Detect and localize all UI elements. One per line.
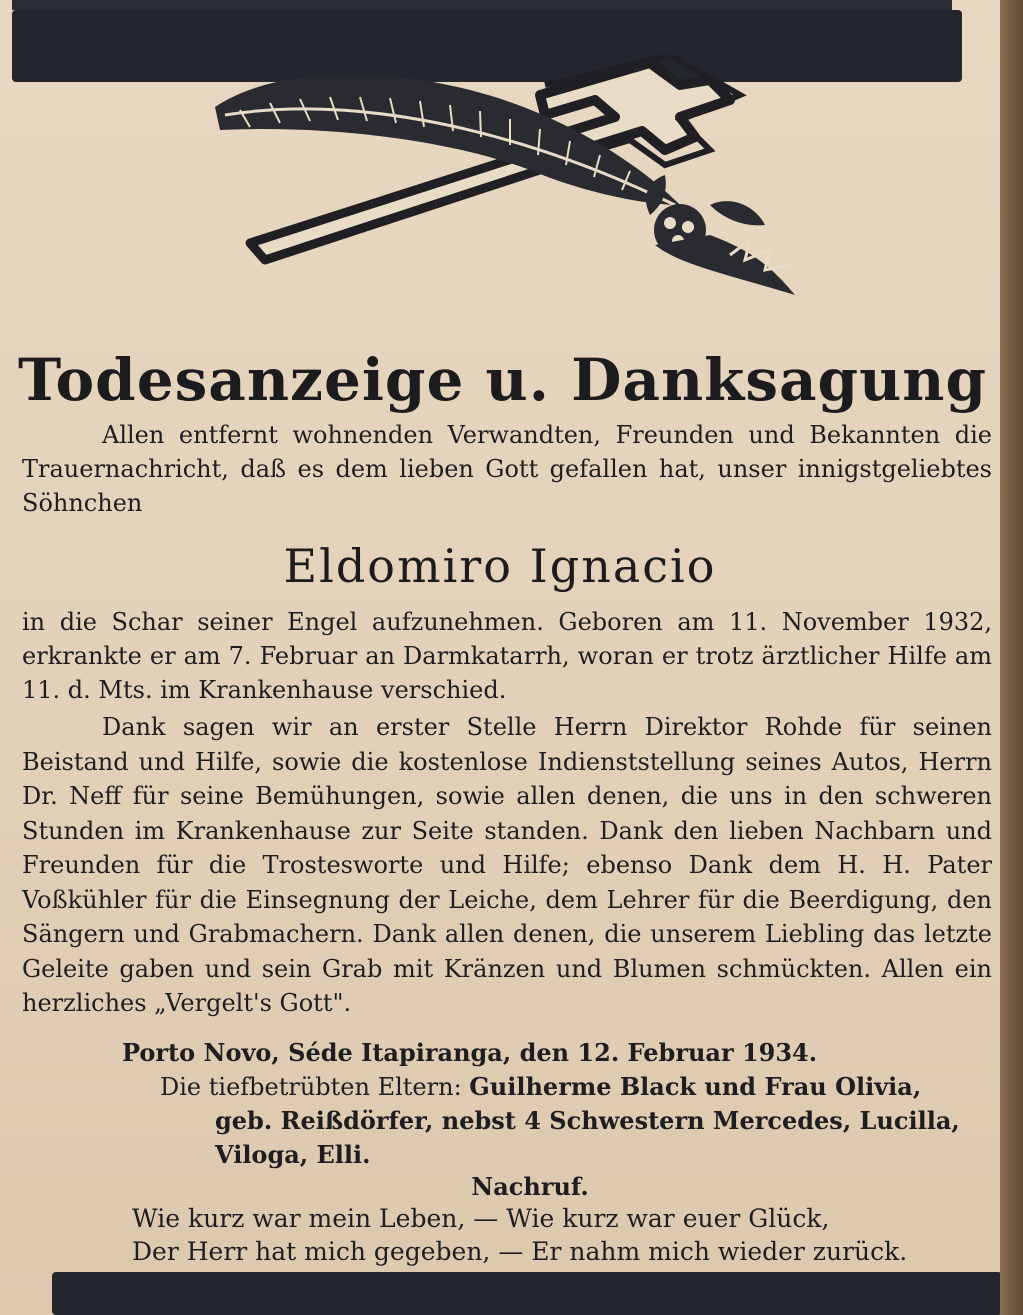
poem-line: Der Herr hat mich gegeben, — Er nahm mich wieder zurück.	[132, 1237, 908, 1266]
flower-spray-icon	[646, 175, 795, 295]
thanks-paragraph	[22, 710, 992, 1021]
intro-paragraph	[22, 418, 992, 520]
binding-edge	[1000, 0, 1023, 1315]
notice-title: Todesanzeige u. Danksagung	[17, 346, 988, 414]
place-and-date: Porto Novo, Séde Itapiranga, den 12. Februar 1934.	[122, 1038, 818, 1067]
bottom-mourning-rule	[52, 1272, 1000, 1315]
top-border-fragment	[12, 0, 952, 10]
parents-names: Guilherme Black und Frau Olivia,	[469, 1072, 922, 1101]
thanks-text: Dank sagen wir an erster Stelle Herrn Direktor Rohde für seinen Beistand und Hilfe, sowie die kostenlose Indienststellung seines Autos, Herrn Dr. Neff für seine Bemühungen, sowie allen denen, die uns in den schweren Stunden im Krankenhause zur Seite standen. Dank den lieben Nachbarn und Freunden für die Trosteswortе und Hilfe; ebenso Dank dem H. H. Pater Voßkühler für die Einsegnung der Leiche, dem Lehrer für die Beerdigung, den Sängern und Grabmachern. Dank allen denen, die unserem Liebling das letzte Geleite gaben und sein Grab mit Kränzen und Blumen schmückten. Allen ein herzliches „Vergelt's Gott".	[22, 713, 992, 1017]
death-details-paragraph: in die Schar seiner Engel aufzunehmen. Geboren am 11. November 1932, erkrankte er am 7. Februar an Darmkatarrh, woran er trotz ärztlicher Hilfe am 11. d. Mts. im Krankenhause verschied.	[22, 608, 992, 704]
nachruf-heading: Nachruf.	[471, 1172, 589, 1201]
cross-and-quill-icon	[210, 55, 810, 300]
poem-line: Wie kurz war mein Leben, — Wie kurz war euer Glück,	[132, 1204, 830, 1233]
parents-intro: Die tiefbetrübten Eltern:	[160, 1073, 462, 1101]
signatories	[160, 1070, 1000, 1172]
intro-text: Allen entfernt wohnenden Verwandten, Freunden und Bekannten die Trauernachricht, daß es dem lieben Gott gefallen hat, unser innigstgeliebtes Söhnchen	[22, 421, 992, 517]
memorial-poem	[132, 1202, 992, 1268]
deceased-name: Eldomiro Ignacio	[283, 539, 717, 593]
family-names: geb. Reißdörfer, nebst 4 Schwestern Mercedes, Lucilla, Viloga, Elli.	[215, 1106, 960, 1169]
